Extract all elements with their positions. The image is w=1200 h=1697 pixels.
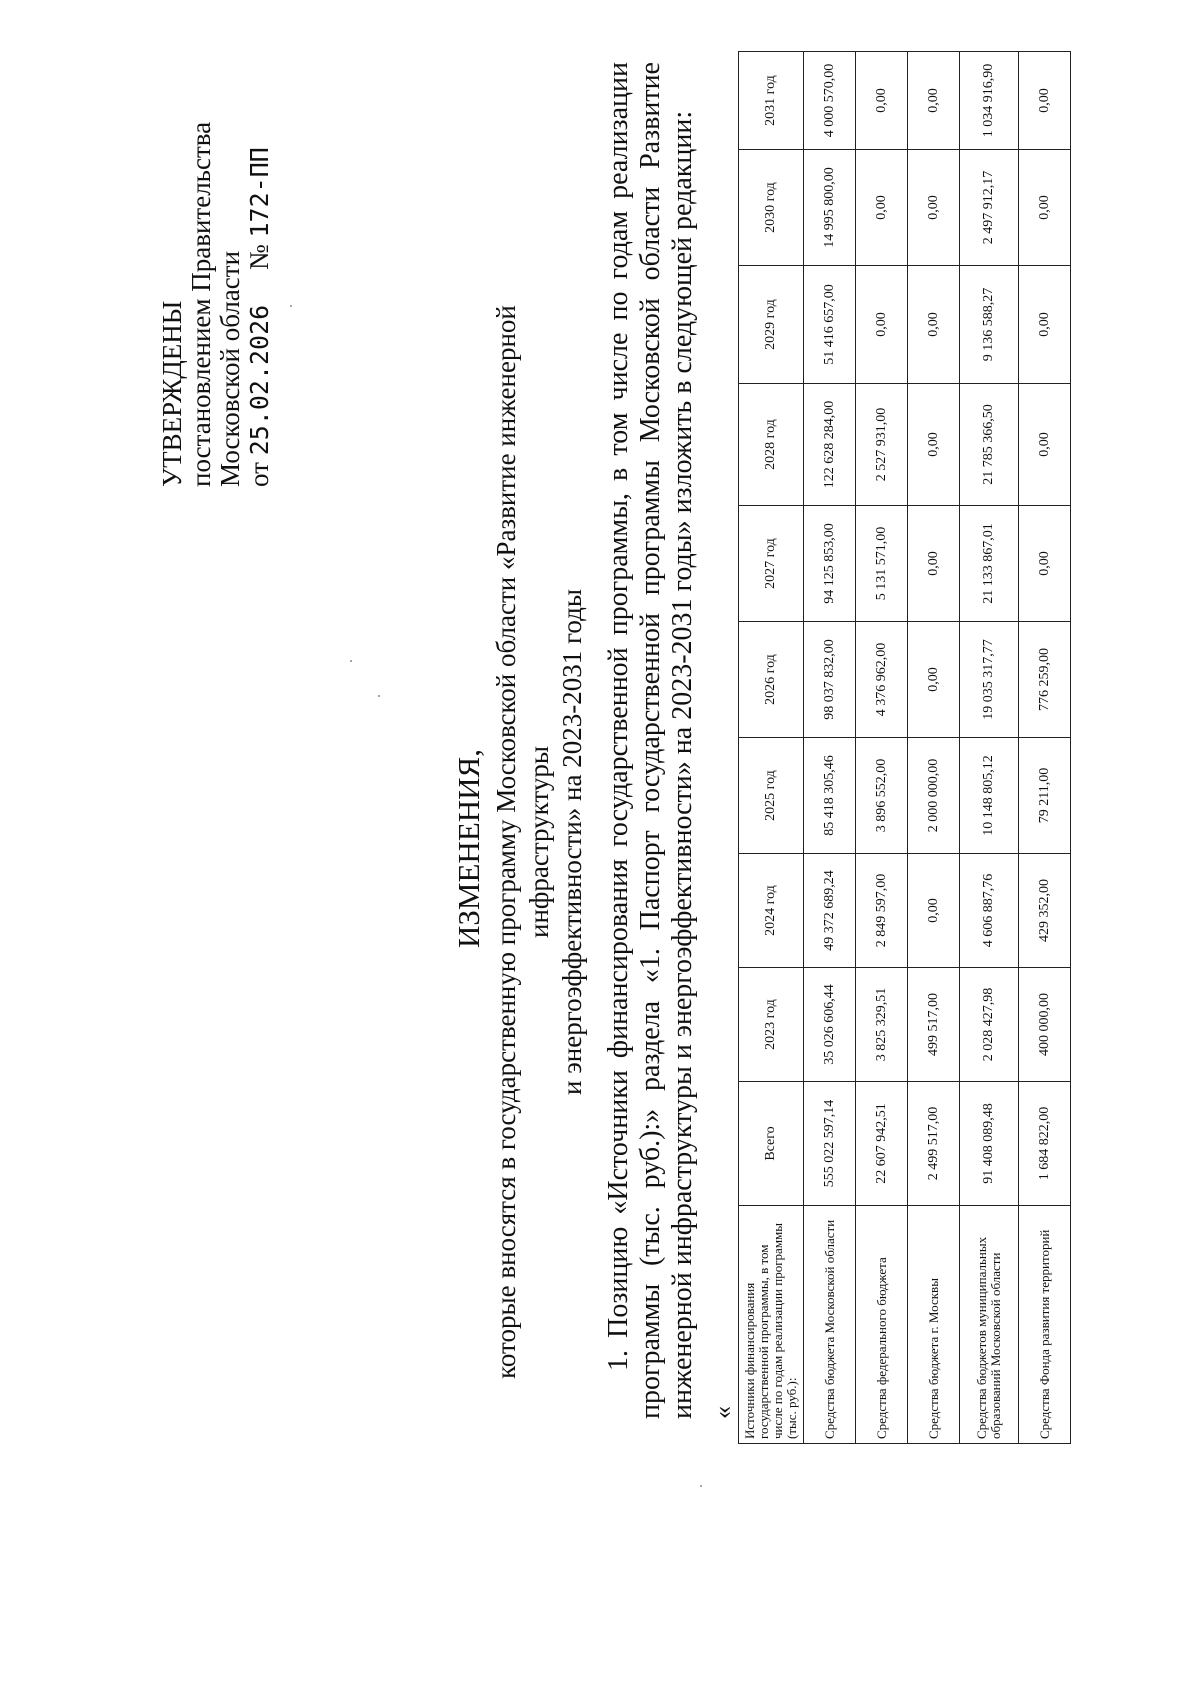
cell-value: 49 372 689,24 xyxy=(804,854,856,968)
approval-date: 25.02.2026 xyxy=(245,304,274,456)
cell-value: 35 026 606,44 xyxy=(804,968,856,1082)
cell-value: 10 148 805,12 xyxy=(960,738,1019,854)
cell-value: 0,00 xyxy=(908,506,960,622)
cell-value: 1 684 822,00 xyxy=(1019,1082,1071,1206)
cell-value: 4 376 962,00 xyxy=(856,622,908,738)
header-2025: 2025 год xyxy=(739,738,804,854)
cell-value: 79 211,00 xyxy=(1019,738,1071,854)
row-source: Средства бюджета Московской области xyxy=(804,1206,856,1444)
amendment-paragraph xyxy=(603,62,699,1419)
row-source: Средства федерального бюджета xyxy=(856,1206,908,1444)
cell-value: 0,00 xyxy=(908,150,960,266)
cell-value: 429 352,00 xyxy=(1019,854,1071,968)
subtitle-line-1: которые вносятся в государственную программу Московской области «Развитие инженерной инфраструктуры xyxy=(491,305,554,1379)
cell-value: 0,00 xyxy=(1019,52,1071,150)
cell-value: 4 606 887,76 xyxy=(960,854,1019,968)
cell-value: 1 034 916,90 xyxy=(960,52,1019,150)
scan-speck xyxy=(378,695,380,697)
cell-value: 5 131 571,00 xyxy=(856,506,908,622)
table-header-row xyxy=(739,52,804,1444)
cell-value: 0,00 xyxy=(908,384,960,506)
table-row xyxy=(856,52,908,1444)
cell-value: 2 497 912,17 xyxy=(960,150,1019,266)
scan-speck xyxy=(290,305,292,307)
row-source: Средства Фонда развития территорий xyxy=(1019,1206,1071,1444)
cell-value: 21 133 867,01 xyxy=(960,506,1019,622)
cell-value: 0,00 xyxy=(856,52,908,150)
cell-value: 51 416 657,00 xyxy=(804,266,856,384)
header-2030: 2030 год xyxy=(739,150,804,266)
paragraph-line-1: 1. Позицию «Источники финансирования государственной программы, в том числе по годам реализации xyxy=(603,62,634,1371)
cell-value: 499 517,00 xyxy=(908,968,960,1082)
row-source: Средства бюджета г. Москвы xyxy=(908,1206,960,1444)
approval-date-line xyxy=(245,27,274,487)
cell-value: 2 849 597,00 xyxy=(856,854,908,968)
scan-speck xyxy=(700,1485,702,1487)
cell-value: 400 000,00 xyxy=(1019,968,1071,1082)
header-2024: 2024 год xyxy=(739,854,804,968)
cell-value: 122 628 284,00 xyxy=(804,384,856,506)
cell-value: 4 000 570,00 xyxy=(804,52,856,150)
subtitle-line-2: и энергоэффективности» на 2023-2031 годы xyxy=(557,589,587,1095)
header-2026: 2026 год xyxy=(739,622,804,738)
cell-value: 0,00 xyxy=(1019,506,1071,622)
header-2027: 2027 год xyxy=(739,506,804,622)
header-source: Источники финансирования государственной программы, в том числе по годам реализации программы (тыс. руб.): xyxy=(739,1206,804,1444)
cell-value: 2 499 517,00 xyxy=(908,1082,960,1206)
cell-value: 0,00 xyxy=(908,622,960,738)
cell-value: 19 035 317,77 xyxy=(960,622,1019,738)
cell-value: 776 259,00 xyxy=(1019,622,1071,738)
document-subtitle xyxy=(490,227,589,1457)
approval-number: 172-ПП xyxy=(245,147,274,238)
table-row xyxy=(804,52,856,1444)
header-2023: 2023 год xyxy=(739,968,804,1082)
cell-value: 21 785 366,50 xyxy=(960,384,1019,506)
cell-value: 0,00 xyxy=(908,266,960,384)
cell-value: 85 418 305,46 xyxy=(804,738,856,854)
cell-value: 0,00 xyxy=(1019,384,1071,506)
cell-value: 3 825 329,51 xyxy=(856,968,908,1082)
date-prefix: от xyxy=(244,462,274,487)
approval-line-1: постановлением Правительства xyxy=(186,121,216,487)
cell-value: 91 408 089,48 xyxy=(960,1082,1019,1206)
cell-value: 0,00 xyxy=(856,266,908,384)
cell-value: 0,00 xyxy=(856,150,908,266)
row-source: Средства бюджетов муниципальных образований Московской области xyxy=(960,1206,1019,1444)
header-2031: 2031 год xyxy=(739,52,804,150)
cell-value: 2 028 427,98 xyxy=(960,968,1019,1082)
approval-heading: УТВЕРЖДЕНЫ xyxy=(157,300,187,487)
cell-value: 3 896 552,00 xyxy=(856,738,908,854)
header-2028: 2028 год xyxy=(739,384,804,506)
table-row xyxy=(908,52,960,1444)
document-title: ИЗМЕНЕНИЯ, xyxy=(451,749,486,948)
approval-line-2: Московской области xyxy=(215,250,245,487)
cell-value: 0,00 xyxy=(1019,150,1071,266)
cell-value: 0,00 xyxy=(1019,266,1071,384)
cell-value: 555 022 597,14 xyxy=(804,1082,856,1206)
cell-value: 0,00 xyxy=(908,52,960,150)
approval-stamp xyxy=(158,27,274,487)
opening-quote: « xyxy=(708,1406,737,1419)
header-2029: 2029 год xyxy=(739,266,804,384)
cell-value: 2 527 931,00 xyxy=(856,384,908,506)
cell-value: 98 037 832,00 xyxy=(804,622,856,738)
table-row xyxy=(1019,52,1071,1444)
scan-speck xyxy=(350,660,352,662)
table-row xyxy=(960,52,1019,1444)
cell-value: 22 607 942,51 xyxy=(856,1082,908,1206)
cell-value: 0,00 xyxy=(908,854,960,968)
paragraph-rest: программы (тыс. руб.):» раздела «1. Паспорт государственной программы Московской области Развитие инженерной инфраструктуры и энергоэффективности» на 2023-2031 годы» изложить в следующей редакции: xyxy=(635,62,698,1419)
cell-value: 94 125 853,00 xyxy=(804,506,856,622)
financing-table xyxy=(738,51,1071,1444)
number-prefix: № xyxy=(244,244,274,271)
cell-value: 14 995 800,00 xyxy=(804,150,856,266)
header-total: Всего xyxy=(739,1082,804,1206)
cell-value: 9 136 588,27 xyxy=(960,266,1019,384)
cell-value: 2 000 000,00 xyxy=(908,738,960,854)
